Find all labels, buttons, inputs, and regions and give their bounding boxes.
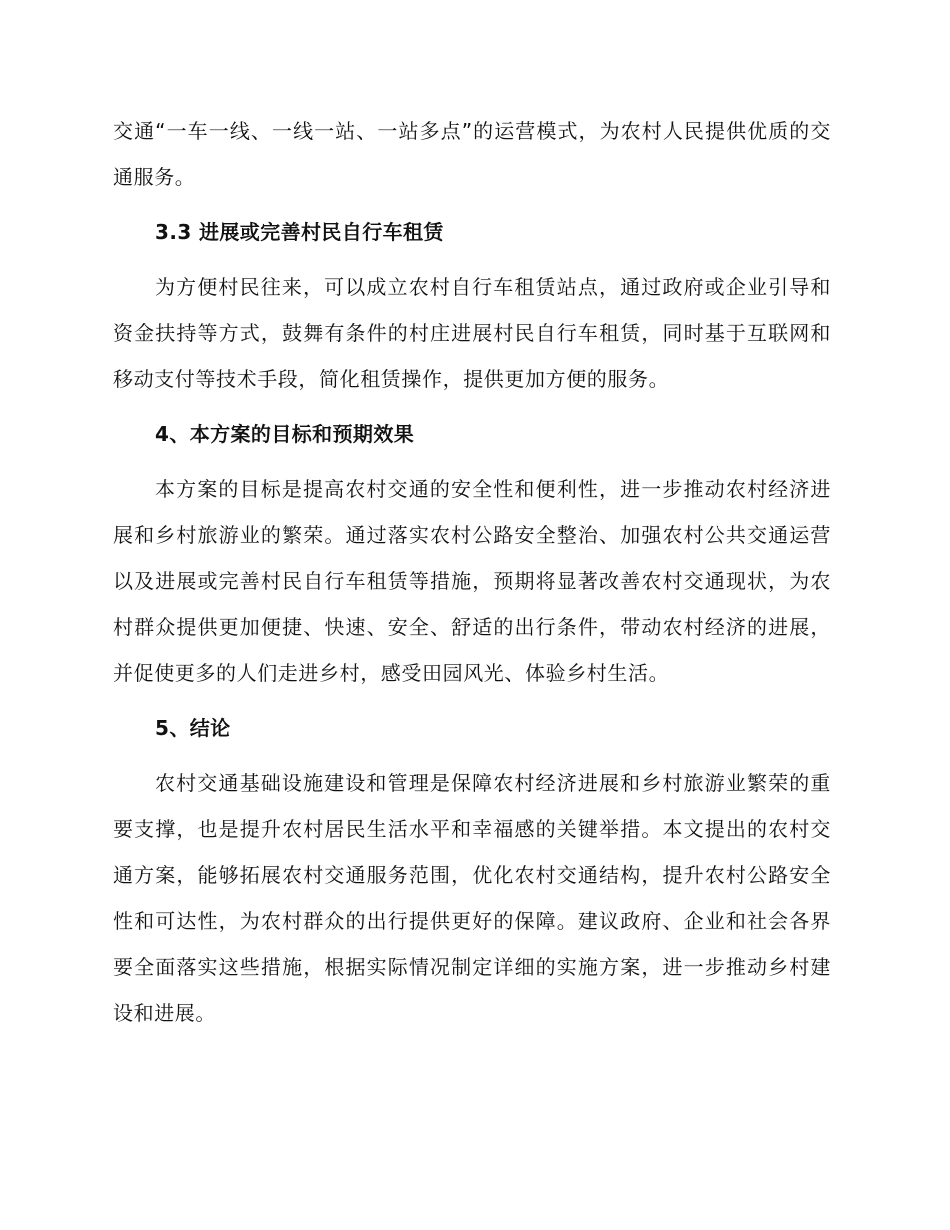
heading-goals: 4、本方案的目标和预期效果 [155, 422, 415, 446]
heading-bike-rental: 3.3 进展或完善村民自行车租赁 [155, 220, 444, 244]
paragraph-continued: 交通“一车一线、一线一站、一站多点”的运营模式，为农村人民提供优质的交通服务。 [113, 119, 831, 189]
paragraph-bike-rental: 为方便村民往来，可以成立农村自行车租赁站点，通过政府或企业引导和资金扶持等方式，鼓舞有条件的村庄进展村民自行车租赁，同时基于互联网和移动支付等技术手段，简化租赁操作，提供更加方便的服务。 [113, 275, 831, 391]
document-page [113, 108, 831, 1036]
heading-conclusion: 5、结论 [155, 716, 231, 740]
paragraph-goals: 本方案的目标是提高农村交通的安全性和便利性，进一步推动农村经济进展和乡村旅游业的繁荣。通过落实农村公路安全整治、加强农村公共交通运营以及进展或完善村民自行车租赁等措施，预期将显著改善农村交通现状，为农村群众提供更加便捷、快速、安全、舒适的出行条件，带动农村经济的进展，并促使更多的人们走进乡村，感受田园风光、体验乡村生活。 [113, 477, 831, 685]
paragraph-conclusion: 农村交通基础设施建设和管理是保障农村经济进展和乡村旅游业繁荣的重要支撑，也是提升农村居民生活水平和幸福感的关键举措。本文提出的农村交通方案，能够拓展农村交通服务范围，优化农村交通结构，提升农村公路安全性和可达性，为农村群众的出行提供更好的保障。建议政府、企业和社会各界要全面落实这些措施，根据实际情况制定详细的实施方案，进一步推动乡村建设和进展。 [113, 771, 831, 1025]
